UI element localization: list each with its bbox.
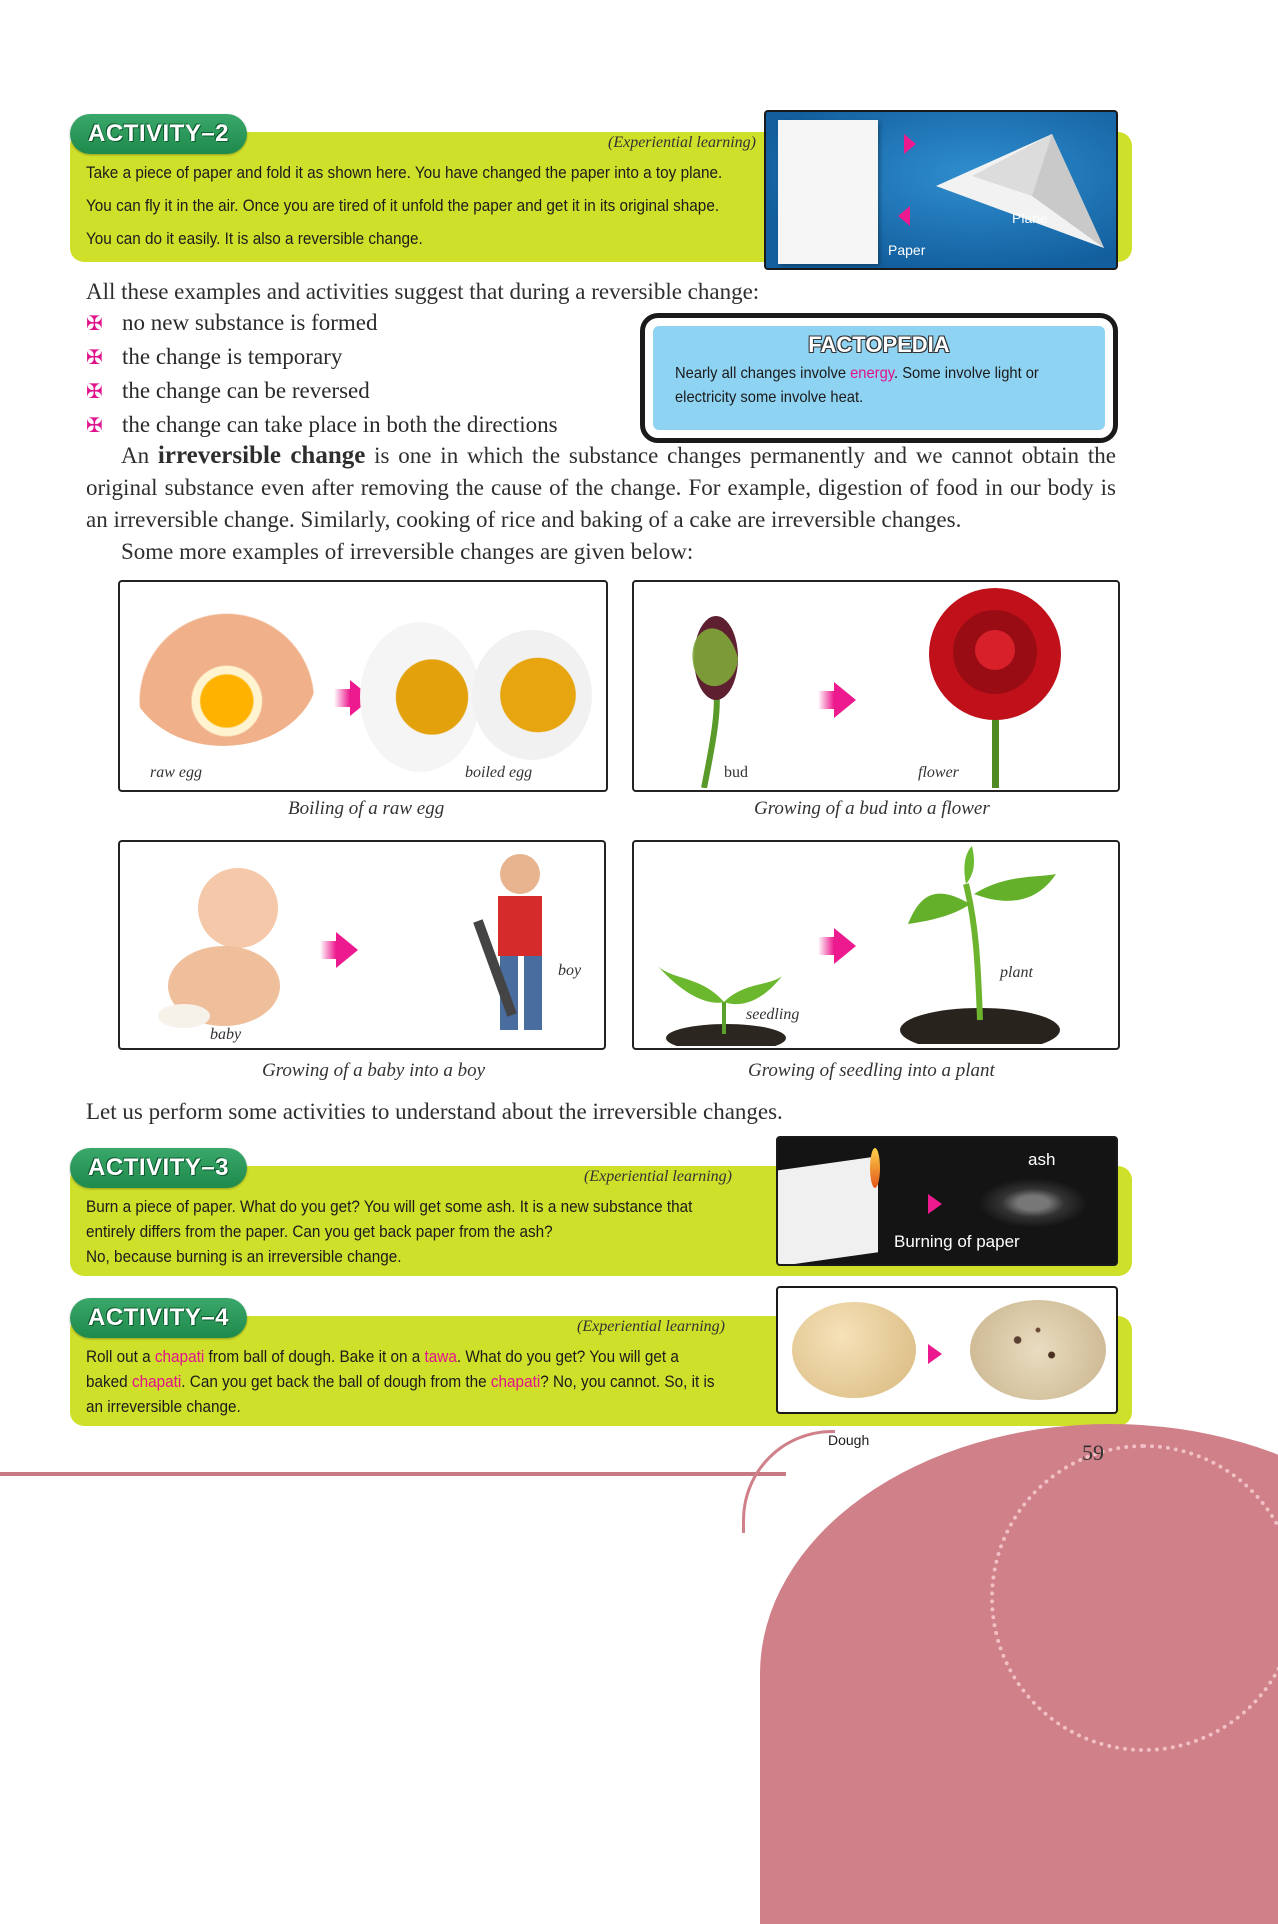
irreversible-term: irreversible change: [157, 442, 366, 469]
activity-2-tag: (Experiential learning): [608, 134, 756, 151]
boiled-egg-label: boiled egg: [465, 764, 533, 781]
egg-caption: Boiling of a raw egg: [288, 798, 445, 819]
list-item: ✠ the change is temporary: [86, 344, 343, 369]
ash-picture: [978, 1178, 1088, 1228]
activity-2-line: You can do it easily. It is also a reversible change.: [86, 229, 423, 248]
irreversible-paragraph: An irreversible change is one in which the substance changes permanently and we cannot obtain the original substance even after removing the cause of the change. For example, digestion of food in our body is an irreversible change. Similarly, cooking of rice and baking of a cake are irreversible changes.: [86, 442, 1116, 532]
boiled-egg-picture: [472, 630, 592, 760]
plane-icon: [932, 116, 1112, 266]
plant-picture: [896, 844, 1096, 1044]
right-arrow-icon: [904, 134, 916, 154]
cross-bullet-icon: ✠: [86, 380, 103, 403]
boy-label: boy: [558, 962, 582, 979]
right-arrow-icon: [320, 932, 358, 968]
activity-4-tag: (Experiential learning): [577, 1318, 725, 1335]
baby-caption: Growing of a baby into a boy: [262, 1060, 486, 1081]
list-item: ✠ the change can be reversed: [86, 378, 370, 403]
factopedia-title: FACTOPEDIA: [808, 332, 950, 357]
flower-example-image: [632, 580, 1120, 792]
paper-sheet: [778, 120, 878, 264]
dough-label: Dough: [828, 1432, 870, 1448]
burning-paper-image: [776, 1136, 1118, 1266]
boy-picture: [470, 848, 580, 1044]
activity-4-line: baked chapati. Can you get back the ball of dough from the chapati? No, you cannot. So, it is: [86, 1372, 715, 1391]
activity-2-line: Take a piece of paper and fold it as shown here. You have changed the paper into a toy plane.: [86, 163, 723, 182]
page-number: 59: [1082, 1440, 1104, 1465]
activity-4-line: an irreversible change.: [86, 1397, 241, 1416]
right-arrow-icon: [928, 1344, 942, 1364]
plant-example-image: [632, 840, 1120, 1050]
factopedia-text: Nearly all changes involve energy. Some involve light or electricity some involve heat.: [675, 365, 1039, 406]
raw-egg-picture: [128, 596, 318, 746]
flame-icon: [870, 1148, 880, 1188]
boiled-egg-picture: [360, 622, 480, 772]
plane-label: Plane: [1012, 210, 1048, 226]
activity-4-line: Roll out a chapati from ball of dough. Bake it on a tawa. What do you get? You will get a: [86, 1347, 679, 1366]
burning-caption: Burning of paper: [894, 1232, 1020, 1251]
paper-piece: [776, 1156, 878, 1266]
plant-caption: Growing of seedling into a plant: [748, 1060, 995, 1081]
footer-line: [0, 1472, 786, 1476]
plant-label: plant: [1000, 964, 1033, 981]
flower-caption: Growing of a bud into a flower: [754, 798, 990, 819]
activity-3-tag: (Experiential learning): [584, 1168, 732, 1185]
activity-3-line: No, because burning is an irreversible change.: [86, 1247, 402, 1266]
activity-2-badge: ACTIVITY–2: [70, 114, 247, 154]
bullet-list: [86, 306, 558, 442]
footer-arc-outline: [742, 1430, 835, 1533]
seedling-picture: [652, 946, 792, 1046]
bud-picture: [664, 588, 774, 788]
dough-chapati-image: [776, 1286, 1118, 1414]
rose-picture: [910, 582, 1080, 788]
ash-label: ash: [1028, 1150, 1056, 1169]
footer-dotted-circle: [990, 1444, 1278, 1752]
right-arrow-icon: [818, 928, 856, 964]
dough-picture: [792, 1302, 916, 1398]
activity-4-text: [86, 1344, 752, 1419]
baby-picture: [148, 856, 298, 1046]
egg-example-image: [118, 580, 608, 792]
paper-plane-image: [764, 110, 1118, 270]
baby-label: baby: [210, 1026, 242, 1043]
list-item: ✠ the change can take place in both the directions: [86, 412, 558, 437]
seedling-label: seedling: [746, 1006, 800, 1023]
right-arrow-icon: [928, 1194, 942, 1214]
cross-bullet-icon: ✠: [86, 312, 103, 335]
energy-highlight: energy: [850, 365, 895, 382]
baby-example-image: [118, 840, 606, 1050]
factopedia-inner: [653, 326, 1105, 430]
activity-2-text: [86, 156, 752, 255]
list-item: ✠ no new substance is formed: [86, 310, 378, 335]
activity-3-text: [86, 1194, 752, 1269]
bud-label: bud: [724, 764, 748, 781]
flower-label: flower: [918, 764, 959, 781]
chapati-picture: [970, 1300, 1106, 1400]
more-examples-text: Some more examples of irreversible changes are given below:: [121, 539, 694, 564]
paper-label: Paper: [888, 242, 926, 258]
right-arrow-icon: [818, 682, 856, 718]
intro-text: All these examples and activities suggest that during a reversible change:: [86, 279, 760, 304]
factopedia-box: [640, 313, 1118, 443]
activity-3-badge: ACTIVITY–3: [70, 1148, 247, 1188]
cross-bullet-icon: ✠: [86, 346, 103, 369]
activity-3-line: entirely differs from the paper. Can you get back paper from the ash?: [86, 1222, 553, 1241]
cross-bullet-icon: ✠: [86, 414, 103, 437]
activity-2-line: You can fly it in the air. Once you are tired of it unfold the paper and get it in its original shape.: [86, 196, 720, 215]
activity-3-line: Burn a piece of paper. What do you get? You will get some ash. It is a new substance that: [86, 1197, 693, 1216]
activity-4-badge: ACTIVITY–4: [70, 1298, 247, 1338]
left-arrow-icon: [898, 206, 910, 226]
perform-text: Let us perform some activities to understand about the irreversible changes.: [86, 1099, 783, 1124]
raw-egg-label: raw egg: [150, 764, 202, 781]
